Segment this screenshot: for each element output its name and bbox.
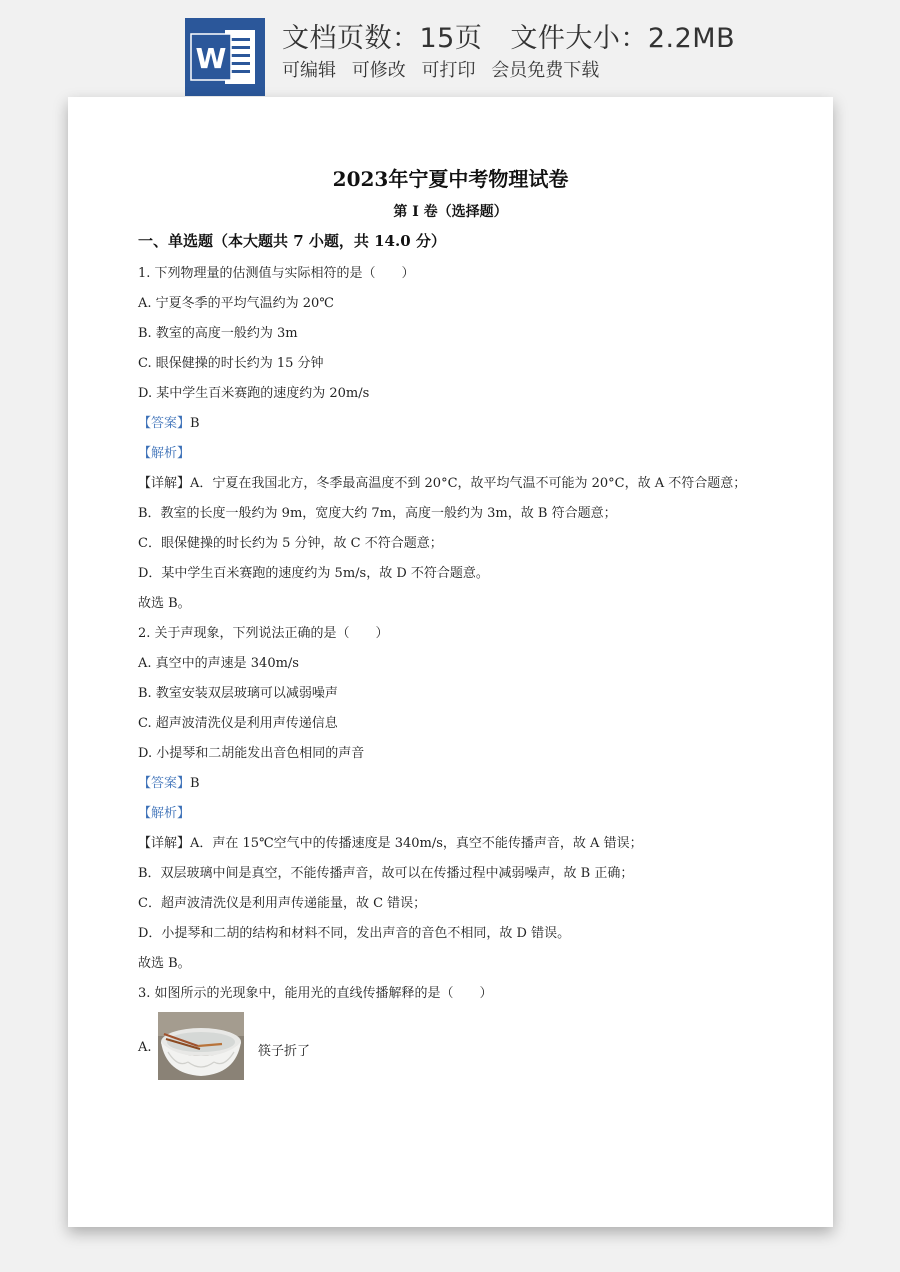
feature-printable: 可打印 bbox=[421, 60, 476, 81]
chopsticks-in-bowl-image bbox=[158, 1012, 244, 1080]
exam-title: 2023年宁夏中考物理试卷 bbox=[332, 167, 569, 191]
q1-answer-tag: 【答案】 bbox=[138, 416, 191, 431]
q2-answer-value: B bbox=[190, 776, 200, 791]
q1-analysis-tag: 【解析】 bbox=[138, 446, 191, 461]
q3-option-a-text: 筷子折了 bbox=[258, 1044, 311, 1059]
feature-editable: 可编辑 bbox=[282, 60, 336, 81]
feature-member-download: 会员免费下载 bbox=[491, 60, 600, 81]
q3-stem: 3. 如图所示的光现象中，能用光的直线传播解释的是（ ） bbox=[138, 986, 493, 1001]
q1-option-b: B. 教室的高度一般约为 3m bbox=[138, 326, 298, 341]
word-icon-letter: W bbox=[195, 42, 227, 75]
q2-option-d: D. 小提琴和二胡能发出音色相同的声音 bbox=[138, 746, 365, 761]
feature-modifiable: 可修改 bbox=[351, 60, 406, 81]
download-banner bbox=[0, 0, 900, 100]
q1-option-d: D. 某中学生百米赛跑的速度约为 20m/s bbox=[138, 386, 370, 401]
q1-answer-value: B bbox=[190, 416, 200, 431]
word-document-icon bbox=[185, 18, 265, 96]
file-size-label: 文件大小：2.2MB bbox=[510, 23, 736, 54]
q2-answer bbox=[138, 772, 200, 791]
volume-subtitle: 第 I 卷（选择题） bbox=[393, 204, 508, 220]
q1-detail-a: 【详解】A．宁夏在我国北方，冬季最高温度不到 20°C，故平均气温不可能为 20°C，故 A 不符合题意； bbox=[138, 476, 747, 491]
q1-stem: 1. 下列物理量的估测值与实际相符的是（ ） bbox=[138, 266, 415, 281]
q2-option-c: C. 超声波清洗仪是利用声传递信息 bbox=[138, 716, 338, 731]
q3-option-a-label: A. bbox=[138, 1040, 152, 1055]
banner-features bbox=[282, 56, 609, 82]
q2-detail-d: D．小提琴和二胡的结构和材料不同，发出声音的音色不相同，故 D 错误。 bbox=[138, 926, 571, 941]
q1-answer bbox=[138, 412, 200, 431]
q2-option-a: A. 真空中的声速是 340m/s bbox=[138, 656, 299, 671]
q1-detail-c: C．眼保健操的时长约为 5 分钟，故 C 不符合题意； bbox=[138, 536, 443, 551]
q2-detail-a: 【详解】A．声在 15℃空气中的传播速度是 340m/s，真空不能传播声音，故 A 错误； bbox=[138, 836, 643, 851]
document-page bbox=[68, 97, 833, 1227]
q1-option-a: A. 宁夏冬季的平均气温约为 20℃ bbox=[138, 296, 334, 311]
banner-stats bbox=[282, 16, 735, 56]
q1-detail-d: D．某中学生百米赛跑的速度约为 5m/s，故 D 不符合题意。 bbox=[138, 566, 489, 581]
q2-analysis-tag: 【解析】 bbox=[138, 806, 191, 821]
q2-detail-c: C．超声波清洗仪是利用声传递能量，故 C 错误； bbox=[138, 896, 427, 911]
q1-detail-b: B．教室的长度一般约为 9m，宽度大约 7m，高度一般约为 3m，故 B 符合题意； bbox=[138, 506, 617, 521]
q1-option-c: C. 眼保健操的时长约为 15 分钟 bbox=[138, 356, 324, 371]
page-count-label: 文档页数：15页 bbox=[282, 23, 483, 54]
section-heading: 一、单选题（本大题共 7 小题，共 14.0 分） bbox=[138, 232, 446, 250]
q2-conclusion: 故选 B。 bbox=[138, 956, 191, 971]
q2-option-b: B. 教室安装双层玻璃可以减弱噪声 bbox=[138, 686, 338, 701]
q2-detail-b: B．双层玻璃中间是真空，不能传播声音，故可以在传播过程中减弱噪声，故 B 正确； bbox=[138, 866, 634, 881]
q1-conclusion: 故选 B。 bbox=[138, 596, 191, 611]
q2-answer-tag: 【答案】 bbox=[138, 776, 191, 791]
q2-stem: 2. 关于声现象，下列说法正确的是（ ） bbox=[138, 626, 389, 641]
